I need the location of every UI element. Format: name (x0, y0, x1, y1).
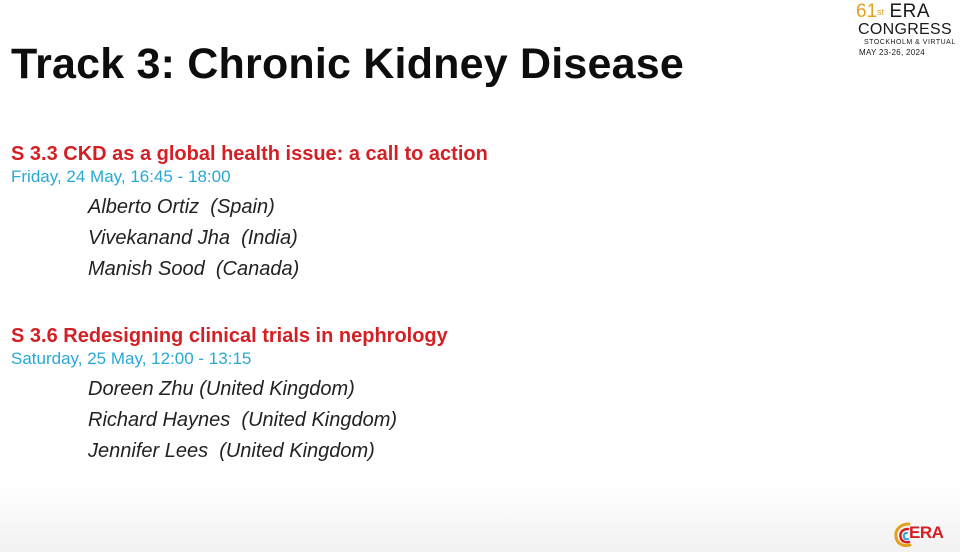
session-title: S 3.6 Redesigning clinical trials in nephrology (11, 325, 448, 347)
speaker-country: (India) (241, 227, 298, 249)
speaker-name: Richard Haynes (88, 409, 231, 431)
speaker-item (88, 192, 911, 223)
era-logo-text: ERA (909, 523, 944, 542)
congress-number: 61 (856, 1, 878, 22)
speaker-item (88, 405, 911, 436)
speaker-name: Vivekanand Jha (88, 227, 230, 249)
speaker-list (11, 374, 911, 467)
congress-number-suffix: st (877, 7, 885, 17)
speaker-name: Doreen Zhu (88, 378, 194, 400)
speaker-country: (United Kingdom) (219, 440, 375, 462)
speaker-list (11, 192, 911, 285)
speaker-country: (Spain) (210, 196, 275, 218)
session-3-3 (11, 142, 911, 285)
slide-title: Track 3: Chronic Kidney Disease (11, 40, 684, 88)
speaker-country: (Canada) (215, 258, 300, 280)
speaker-item (88, 223, 911, 254)
session-3-6 (11, 324, 911, 467)
speaker-name: Alberto Ortiz (88, 196, 200, 218)
speaker-name: Manish Sood (88, 258, 205, 280)
session-title: S 3.3 CKD as a global health issue: a call to action (11, 143, 488, 165)
speaker-name: Jennifer Lees (88, 440, 209, 462)
era-logo (893, 521, 957, 549)
speaker-country: (United Kingdom) (241, 409, 398, 431)
speaker-item (88, 436, 911, 467)
congress-logo (856, 1, 956, 64)
congress-word: CONGRESS (858, 21, 952, 38)
congress-location: STOCKHOLM & VIRTUAL (864, 39, 956, 46)
session-time: Saturday, 25 May, 12:00 - 13:15 (11, 349, 252, 368)
session-time: Friday, 24 May, 16:45 - 18:00 (11, 167, 231, 186)
speaker-country: (United Kingdom) (199, 378, 355, 400)
congress-era-word: ERA (889, 1, 931, 22)
speaker-item (88, 374, 911, 405)
congress-dates: MAY 23-26, 2024 (859, 48, 926, 57)
speaker-item (88, 254, 911, 285)
